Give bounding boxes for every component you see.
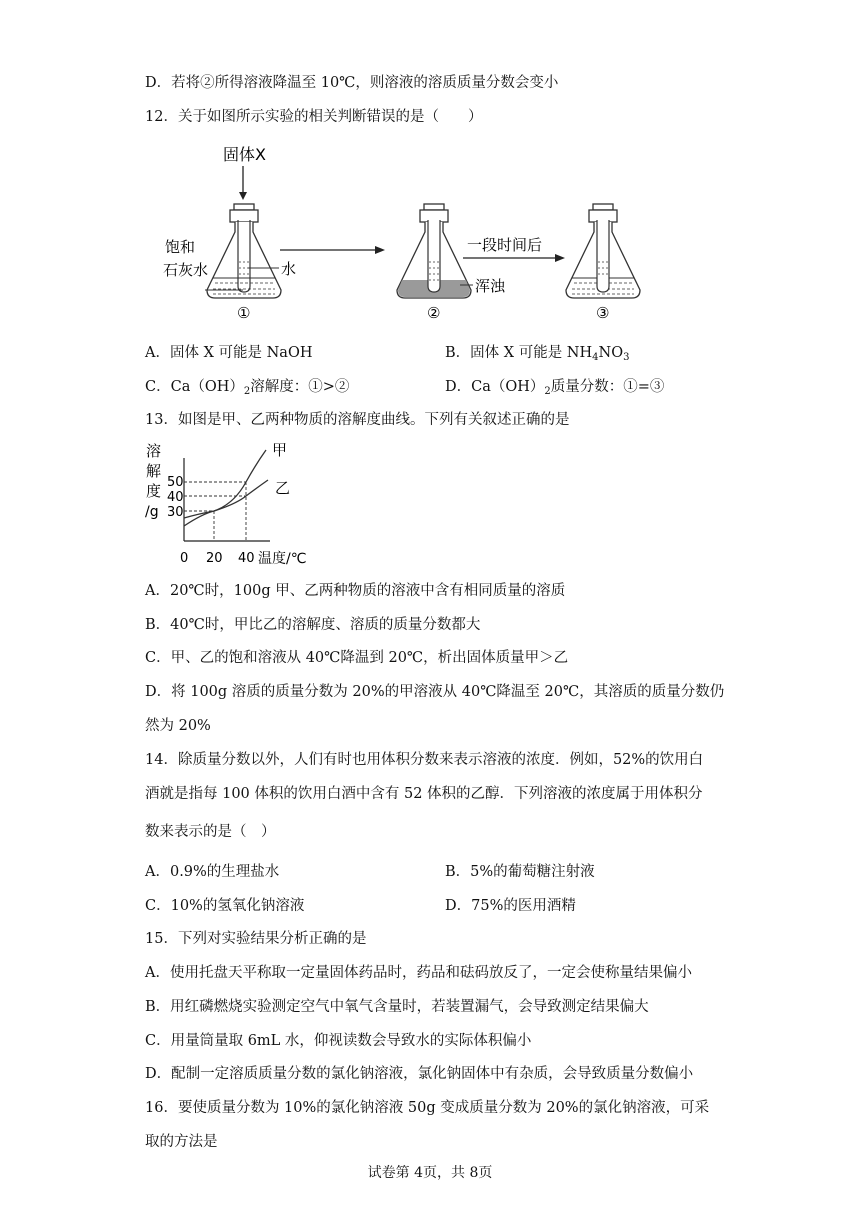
x-tick-40: 40 <box>238 551 255 566</box>
x-tick-20: 20 <box>206 551 223 566</box>
q13-option-a: A．20℃时，100g 甲、乙两种物质的溶液中含有相同质量的溶质 <box>145 583 566 599</box>
arrow-2-head <box>555 254 565 262</box>
flask-number-2: ② <box>427 304 441 322</box>
turbid-label: 浑浊 <box>475 277 506 295</box>
q13-stem: 13．如图是甲、乙两种物质的溶解度曲线。下列有关叙述正确的是 <box>145 412 570 428</box>
q13-option-d-line1: D．将 100g 溶质的质量分数为 20%的甲溶液从 40℃降温至 20℃，其溶质的质量分数仍 <box>145 684 725 700</box>
q14-stem-line3: 数来表示的是（ ） <box>145 824 276 840</box>
page-footer: 试卷第 4页，共 8页 <box>367 1165 493 1181</box>
y-axis-label-2: 解 <box>146 462 162 480</box>
flask-1 <box>207 204 281 298</box>
q16-stem-line2: 取的方法是 <box>145 1134 218 1150</box>
y-axis-label-1: 溶 <box>146 442 162 460</box>
q12-option-c: C．$Ca(OH)_2$溶解度：①>② <box>145 379 350 397</box>
y-axis-label-3: 度 <box>146 482 162 500</box>
q15-option-c: C．用量筒量取 6mL 水，仰视读数会导致水的实际体积偏小 <box>145 1033 532 1049</box>
y-tick-50: 50 <box>167 475 184 490</box>
q11-option-d: D．若将②所得溶液降温至 10℃，则溶液的溶质质量分数会变小 <box>145 75 559 91</box>
series-jia-label: 甲 <box>272 441 288 459</box>
after-time-label: 一段时间后 <box>467 236 543 254</box>
drop-arrow-head <box>239 192 247 200</box>
q12-option-d: D．$Ca(OH)_2$质量分数：①=③ <box>445 379 665 397</box>
q12-option-a: A．固体 X 可能是 NaOH <box>145 345 313 361</box>
saturated-label-2: 石灰水 <box>163 261 209 279</box>
y-tick-30: 30 <box>167 505 184 520</box>
curve-yi <box>184 480 268 518</box>
q14-option-d: D．75%的医用酒精 <box>445 898 576 914</box>
flask-3 <box>566 204 640 298</box>
x-tick-0: 0 <box>180 551 189 566</box>
series-yi-label: 乙 <box>275 479 291 497</box>
q14-option-b: B．5%的葡萄糖注射液 <box>445 864 595 880</box>
q14-option-a: A．0.9%的生理盐水 <box>145 864 280 880</box>
q12-experiment-figure <box>155 140 655 330</box>
arrow-1-head <box>375 246 385 254</box>
q13-option-c: C．甲、乙的饱和溶液从 40℃降温到 20℃，析出固体质量甲＞乙 <box>145 650 569 666</box>
q15-option-a: A．使用托盘天平称取一定量固体药品时，药品和砝码放反了，一定会使称量结果偏小 <box>145 965 692 981</box>
flask-2 <box>397 204 471 298</box>
flask-number-3: ③ <box>596 304 610 322</box>
q14-stem-line1: 14．除质量分数以外，人们有时也用体积分数来表示溶液的浓度．例如，52%的饮用白 <box>145 752 704 768</box>
solid-x-label: 固体X <box>223 145 266 164</box>
q13-solubility-chart <box>140 438 330 570</box>
q12-stem: 12．关于如图所示实验的相关判断错误的是（ ） <box>145 109 483 125</box>
q13-option-d-line2: 然为 20% <box>145 718 211 734</box>
x-axis-label: 温度/℃ <box>258 551 307 567</box>
q15-option-b: B．用红磷燃烧实验测定空气中氧气含量时，若装置漏气，会导致测定结果偏大 <box>145 999 649 1015</box>
q13-option-b: B．40℃时，甲比乙的溶解度、溶质的质量分数都大 <box>145 617 481 633</box>
q14-option-c: C．10%的氢氧化钠溶液 <box>145 898 305 914</box>
q15-option-d: D．配制一定溶质质量分数的氯化钠溶液，氯化钠固体中有杂质，会导致质量分数偏小 <box>145 1066 694 1082</box>
flask-number-1: ① <box>237 304 251 322</box>
q16-stem-line1: 16．要使质量分数为 10%的氯化钠溶液 50g 变成质量分数为 20%的氯化钠溶液，可采 <box>145 1100 710 1116</box>
y-axis-label-4: /g <box>145 504 159 520</box>
q12-option-b: B．固体 X 可能是 $NH_4NO_3$ <box>445 345 630 363</box>
q14-stem-line2: 酒就是指每 100 体积的饮用白酒中含有 52 体积的乙醇．下列溶液的浓度属于用体积分 <box>145 786 703 802</box>
q15-stem: 15．下列对实验结果分析正确的是 <box>145 931 367 947</box>
saturated-label-1: 饱和 <box>165 238 196 256</box>
y-tick-40: 40 <box>167 490 184 505</box>
water-label: 水 <box>281 260 297 278</box>
